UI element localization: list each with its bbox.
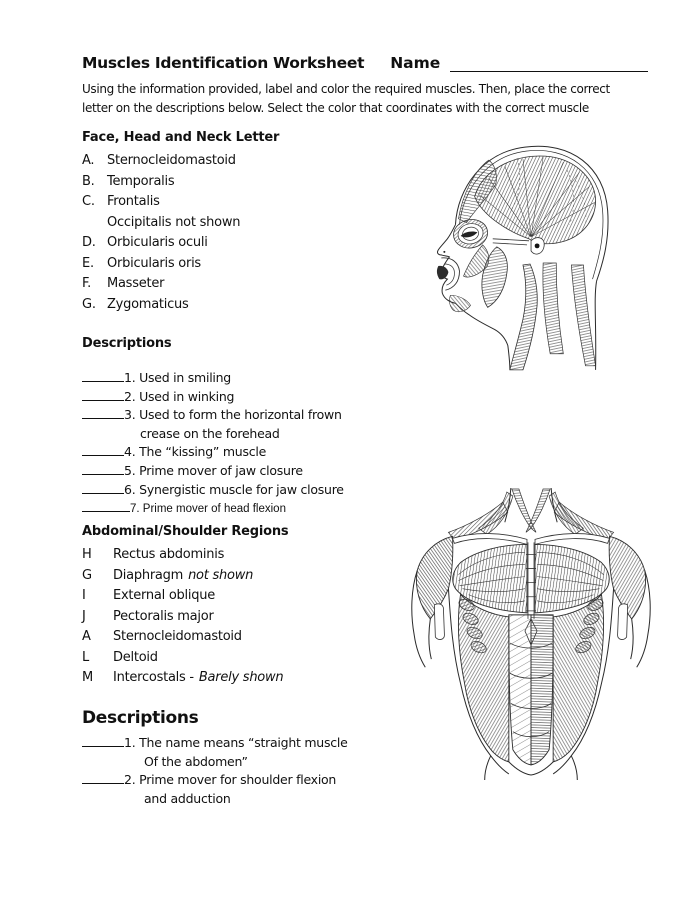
answer-blank <box>82 771 124 784</box>
muscle-letter: D. <box>82 235 96 250</box>
muscle-letter: M <box>82 670 93 685</box>
muscle-letter: E. <box>82 255 94 271</box>
muscle-label: Diaphragm <box>113 567 184 583</box>
description-text-wrap: crease on the forehead <box>140 425 280 441</box>
muscle-note: Barely shown <box>198 670 284 685</box>
muscle-list-item <box>82 545 432 566</box>
description-item <box>82 499 432 519</box>
instructions <box>82 80 610 117</box>
torso-muscles-illustration <box>404 486 658 780</box>
muscle-label: Occipitalis not shown <box>107 214 241 230</box>
muscle-letter: G <box>82 567 92 583</box>
muscle-list-item <box>82 151 432 172</box>
muscle-label: Sternocleidomastoid <box>107 153 236 168</box>
answer-blank <box>82 443 124 456</box>
answer-blank <box>82 481 124 494</box>
muscle-letter: B. <box>82 173 95 189</box>
muscle-note: not shown <box>188 567 254 583</box>
muscle-label: External oblique <box>113 588 215 603</box>
muscle-list-item <box>82 254 432 275</box>
name-blank-line <box>450 56 648 72</box>
answer-blank <box>82 388 124 401</box>
muscle-list-item <box>82 566 432 587</box>
muscle-label: Frontalis <box>107 194 160 209</box>
instructions-line-2: letter on the descriptions below. Select the color that coordinates with the correct muscle <box>82 100 589 115</box>
muscle-label: Pectoralis major <box>113 608 214 624</box>
abdominal-shoulder-section <box>82 524 432 689</box>
description-item <box>82 771 432 790</box>
muscle-list-item <box>82 586 432 607</box>
descriptions-abdominal-section <box>82 708 432 808</box>
head-muscles-figure <box>424 136 626 390</box>
description-item <box>82 462 432 481</box>
description-text-wrap: and adduction <box>144 790 231 806</box>
muscle-list-item <box>82 274 432 295</box>
description-text: 6. Synergistic muscle for jaw closure <box>124 481 344 497</box>
muscle-letter: F. <box>82 276 92 291</box>
muscle-list-item <box>82 627 432 648</box>
muscle-letter: A. <box>82 153 95 168</box>
muscle-label: Masseter <box>107 276 165 291</box>
answer-blank <box>82 499 130 512</box>
muscle-label: Sternocleidomastoid <box>113 629 242 644</box>
abdominal-muscle-list <box>82 545 432 689</box>
description-text: 7. Prime mover of head flexion <box>130 503 286 516</box>
answer-blank <box>82 406 124 419</box>
description-text: 5. Prime mover of jaw closure <box>124 462 303 478</box>
muscle-list-item <box>82 607 432 628</box>
description-text: 4. The “kissing” muscle <box>124 444 267 460</box>
muscle-label: Rectus abdominis <box>113 547 225 562</box>
muscle-letter: G. <box>82 296 96 312</box>
answer-blank <box>82 369 124 382</box>
muscle-letter: J <box>82 608 86 624</box>
muscle-letter: C. <box>82 194 95 209</box>
muscle-list-item <box>82 648 432 669</box>
description-text-wrap: Of the abdomen” <box>144 753 248 769</box>
instructions-line-1: Using the information provided, label and color the required muscles. Then, place the correct <box>82 82 610 96</box>
description-item <box>82 369 432 388</box>
muscle-list-item <box>82 213 432 234</box>
torso-muscles-figure <box>404 486 658 780</box>
muscle-label: Intercostals - <box>113 670 194 685</box>
abdominal-section-heading: Abdominal/Shoulder Regions <box>82 524 289 539</box>
muscle-list-item <box>82 668 432 689</box>
muscle-list-item <box>82 172 432 193</box>
muscle-label: Deltoid <box>113 649 158 665</box>
head-muscles-illustration <box>424 136 626 390</box>
descriptions-heading: Descriptions <box>82 336 172 351</box>
name-label: Name <box>390 54 441 72</box>
header <box>82 54 648 72</box>
page-title: Muscles Identification Worksheet <box>82 54 365 72</box>
muscle-list-item <box>82 192 432 213</box>
description-text: 1. The name means “straight muscle <box>124 735 348 750</box>
muscle-label: Orbicularis oris <box>107 255 201 271</box>
descriptions-face-section <box>82 336 432 519</box>
muscle-letter: I <box>82 588 86 603</box>
face-section-heading: Face, Head and Neck Letter <box>82 130 280 145</box>
description-text: 3. Used to form the horizontal frown <box>124 407 342 423</box>
description-item <box>82 388 432 407</box>
description-text: 1. Used in smiling <box>124 370 231 385</box>
answer-blank <box>82 734 124 747</box>
muscle-letter: A <box>82 629 91 644</box>
muscle-label: Zygomaticus <box>107 296 189 312</box>
description-text: 2. Prime mover for shoulder flexion <box>124 772 337 788</box>
description-item <box>82 481 432 500</box>
description-item <box>82 443 432 462</box>
muscle-letter: L <box>82 649 89 665</box>
muscle-letter: H <box>82 547 92 562</box>
muscle-label: Temporalis <box>107 173 175 189</box>
muscle-label: Orbicularis oculi <box>107 235 208 250</box>
muscle-list-item <box>82 233 432 254</box>
muscle-list-item <box>82 295 432 316</box>
answer-blank <box>82 462 124 475</box>
descriptions-heading: Descriptions <box>82 708 199 728</box>
description-text: 2. Used in winking <box>124 388 235 404</box>
description-item <box>82 734 432 753</box>
description-item <box>82 406 432 425</box>
face-head-neck-section <box>82 130 432 315</box>
face-muscle-list <box>82 151 432 315</box>
